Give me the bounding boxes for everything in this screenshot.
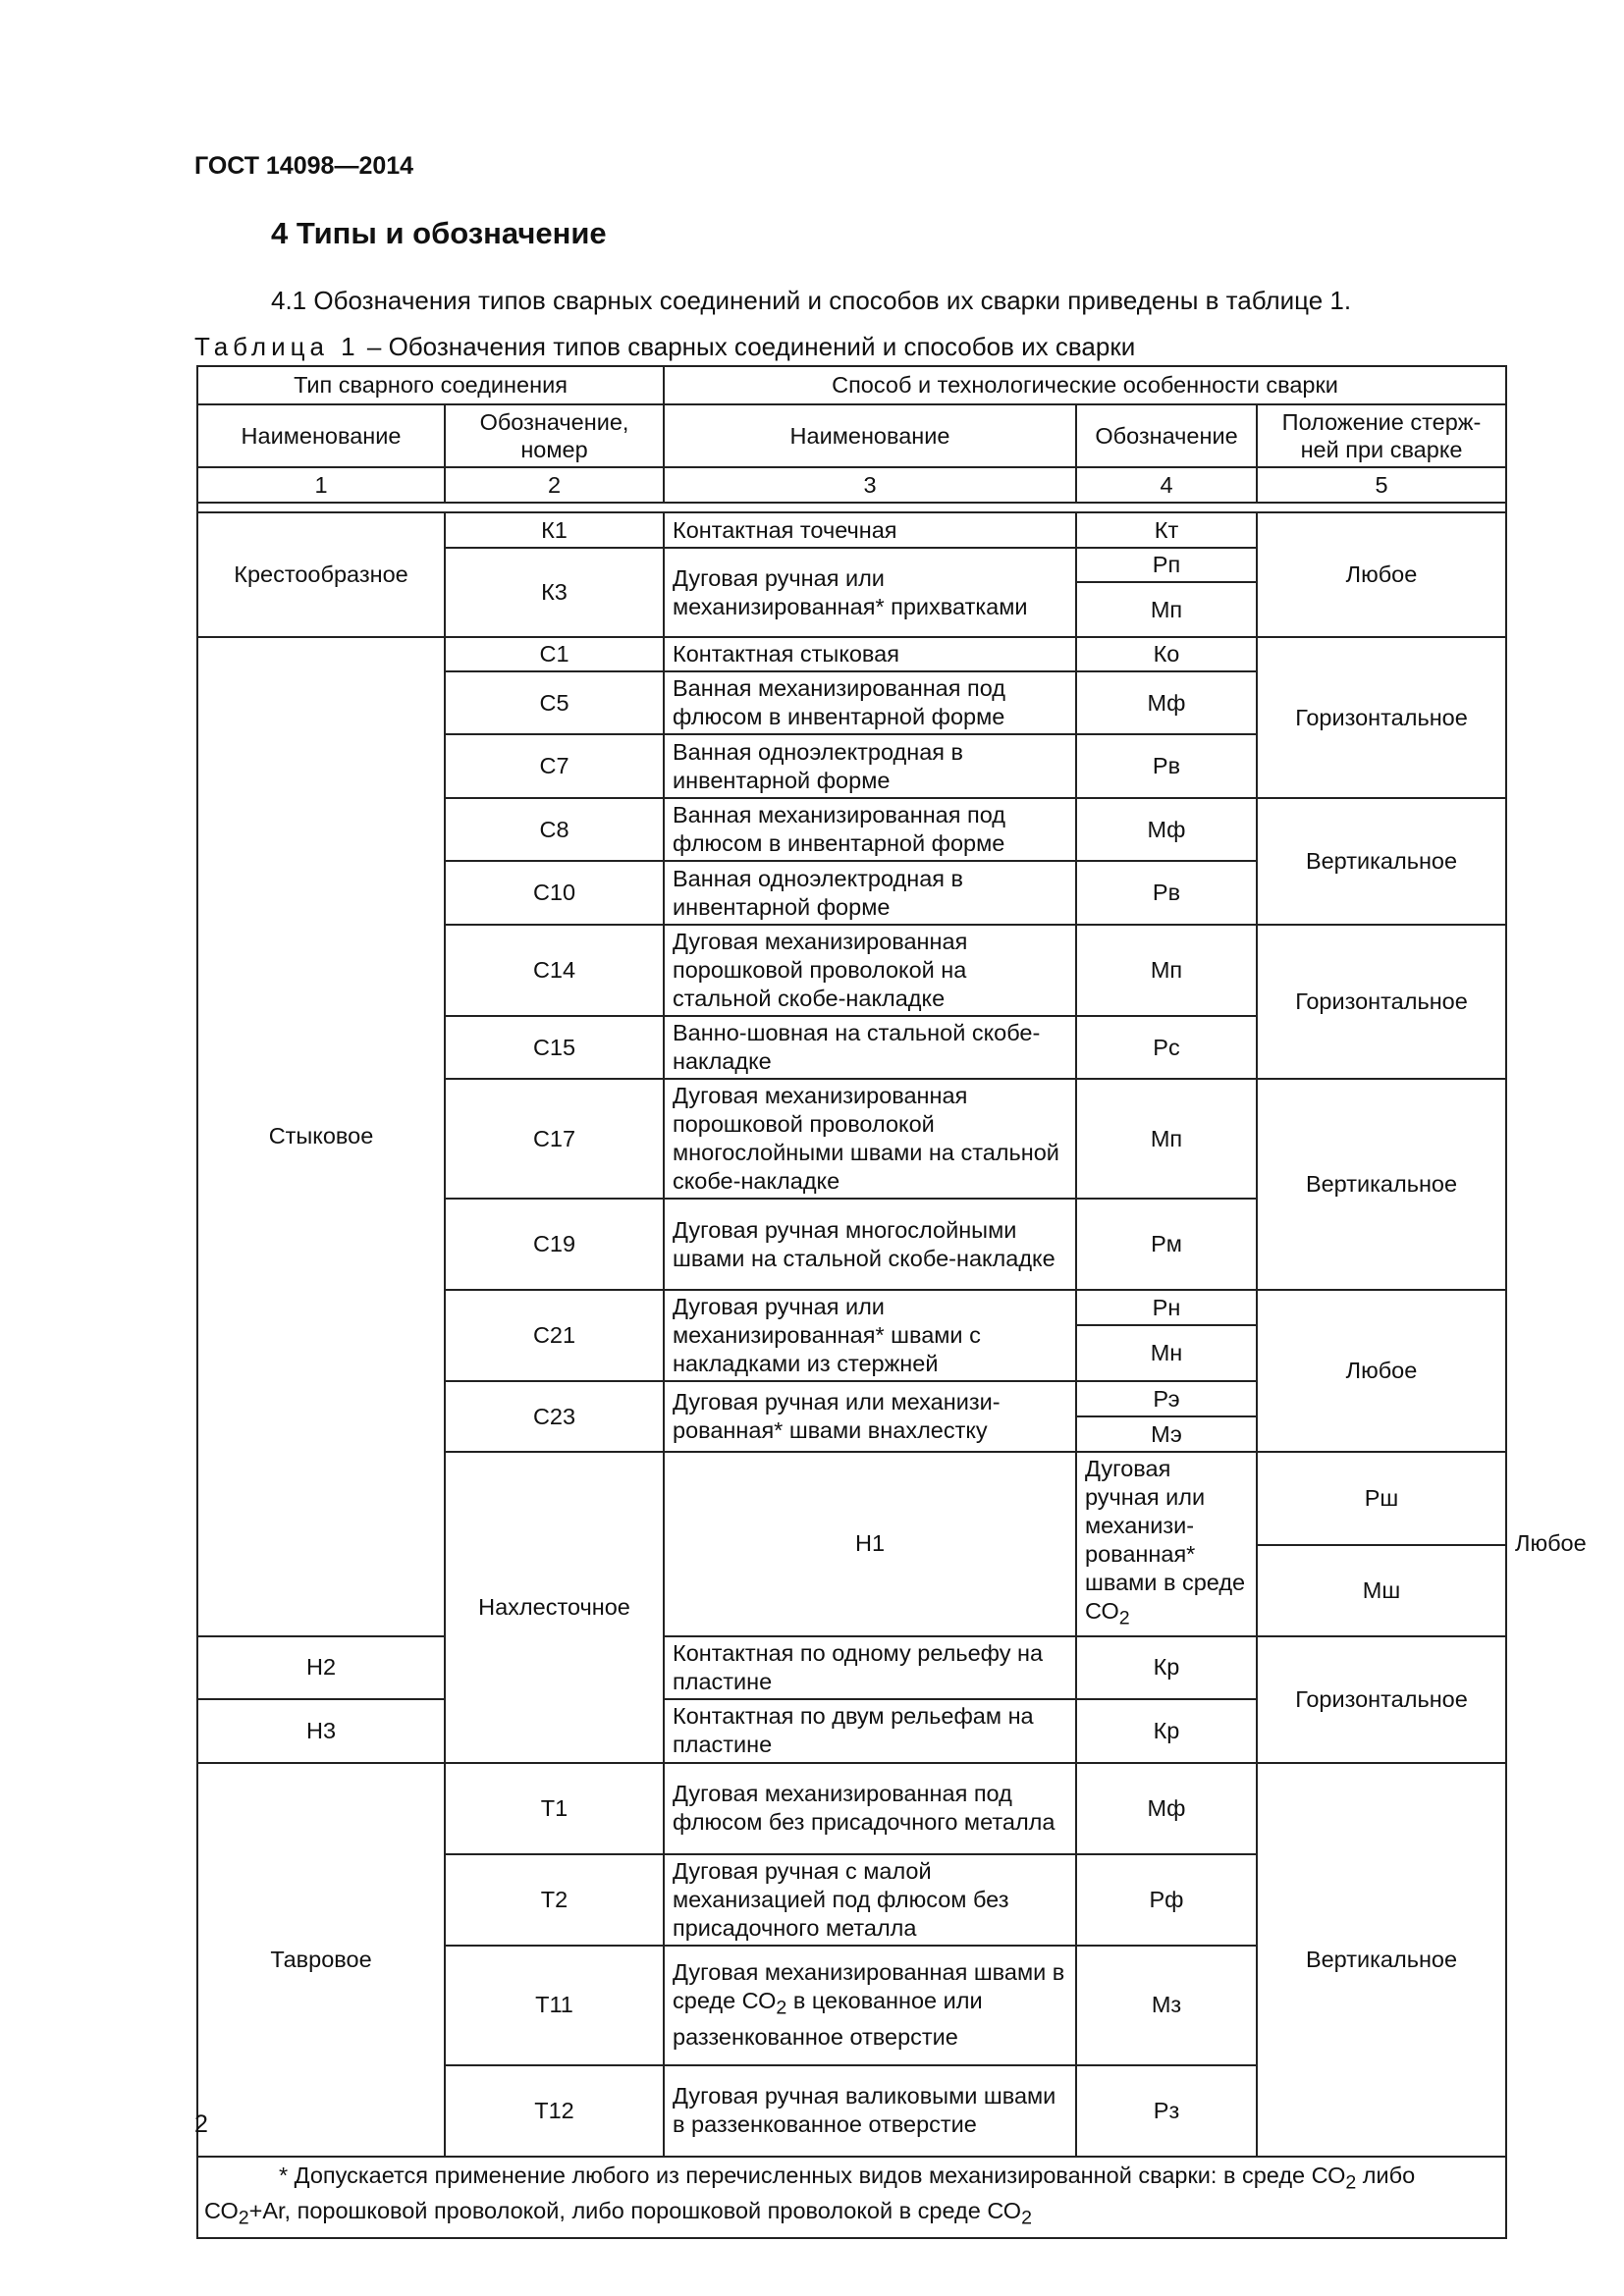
method-cell	[1076, 1452, 1257, 1636]
joint-number-cell: Т11	[445, 1946, 664, 2065]
col-number-3: 3	[664, 467, 1076, 503]
method-cell: Дуговая ручная или механизи-рованная* швами внахлестку	[664, 1381, 1076, 1452]
method-code-cell: Рш	[1257, 1452, 1506, 1545]
joint-type-cell: Крестообразное	[197, 512, 445, 637]
table-caption-label: Таблица 1	[194, 332, 360, 361]
joint-number-cell: Н1	[664, 1452, 1076, 1636]
intro-paragraph: 4.1 Обозначения типов сварных соединений и способов их сварки приведены в таблице 1.	[271, 286, 1352, 315]
method-code-cell: Рв	[1076, 734, 1257, 798]
table-row	[197, 637, 1506, 671]
method-code-cell: Мн	[1076, 1325, 1257, 1381]
method-cell: Ванная одноэлектродная в инвентарной форме	[664, 734, 1076, 798]
col-number-1: 1	[197, 467, 445, 503]
joint-number-cell: Н2	[197, 1636, 445, 1699]
position-cell: Горизонтальное	[1257, 637, 1506, 798]
position-cell: Вертикальное	[1257, 798, 1506, 925]
joint-number-cell: С23	[445, 1381, 664, 1452]
table-row	[197, 512, 1506, 548]
position-cell: Горизонтальное	[1257, 925, 1506, 1079]
joint-number-cell: С1	[445, 637, 664, 671]
joint-number-cell: С21	[445, 1290, 664, 1381]
footnote	[197, 2157, 1506, 2238]
designation-table	[196, 365, 1587, 2239]
col-number-2: 2	[445, 467, 664, 503]
table-caption	[194, 332, 1135, 362]
position-cell: Вертикальное	[1257, 1763, 1506, 2157]
method-cell: Дуговая ручная или механизированная* швами с накладками из стержней	[664, 1290, 1076, 1381]
joint-number-cell: С5	[445, 671, 664, 734]
subscript-2: 2	[238, 2208, 249, 2230]
method-code-cell: Мп	[1076, 925, 1257, 1016]
method-cell: Дуговая ручная или механизированная* прихватками	[664, 548, 1076, 637]
subscript-2: 2	[1021, 2208, 1032, 2230]
method-code-cell: Рм	[1076, 1199, 1257, 1290]
method-code-cell: Рв	[1076, 861, 1257, 925]
method-cell: Дуговая ручная с малой механизацией под флюсом без присадочного металла	[664, 1854, 1076, 1946]
table-row: Нахлесточное Н1 Дуговая ручная или механизи-рованная* швами в среде $СО_2$ Рш Любое	[197, 1452, 1506, 1545]
method-cell: Дуговая механизированная порошковой проволокой многослойными швами на стальной скобе-накладке	[664, 1079, 1076, 1199]
joint-number-cell: С10	[445, 861, 664, 925]
joint-number-cell: К3	[445, 548, 664, 637]
subscript-2: 2	[1118, 1607, 1130, 1629]
header-welding-method: Способ и технологические особенности сварки	[664, 366, 1506, 404]
method-code-cell: Кт	[1076, 512, 1257, 548]
joint-number-cell: Н3	[197, 1699, 445, 1763]
method-code-cell: Мз	[1076, 1946, 1257, 2065]
joint-number-cell: Т12	[445, 2065, 664, 2157]
table-header-group-row	[197, 366, 1506, 404]
method-code-cell: Мэ	[1076, 1416, 1257, 1452]
method-code-cell: Рс	[1076, 1016, 1257, 1079]
position-cell: Любое	[1257, 1290, 1506, 1452]
method-code-cell: Мф	[1076, 1763, 1257, 1854]
method-cell: Контактная стыковая	[664, 637, 1076, 671]
position-cell: Горизонтальное	[1257, 1636, 1506, 1763]
header-col-2: Обозначение, номер	[445, 404, 664, 467]
col-number-4: 4	[1076, 467, 1257, 503]
position-cell: Вертикальное	[1257, 1079, 1506, 1290]
method-code-cell: Мш	[1257, 1545, 1506, 1636]
method-code-cell: Мп	[1076, 582, 1257, 637]
method-code-cell: Мф	[1076, 798, 1257, 861]
joint-number-cell: С19	[445, 1199, 664, 1290]
table-separator	[197, 503, 1506, 512]
joint-number-cell: С17	[445, 1079, 664, 1199]
joint-type-cell: Стыковое	[197, 637, 445, 1636]
method-text: Дуговая ручная или механизи-рованная* швами в среде СО	[1085, 1456, 1246, 1624]
table-row	[197, 1636, 1506, 1699]
joint-number-cell: К1	[445, 512, 664, 548]
page-number: 2	[194, 2110, 208, 2138]
table-row	[197, 1763, 1506, 1854]
method-code-cell: Рн	[1076, 1290, 1257, 1325]
position-cell: Любое	[1257, 512, 1506, 637]
joint-type-cell: Тавровое	[197, 1763, 445, 2157]
method-code-cell: Рф	[1076, 1854, 1257, 1946]
method-code-cell: Рз	[1076, 2065, 1257, 2157]
method-cell: Контактная точечная	[664, 512, 1076, 548]
joint-type-cell: Нахлесточное	[445, 1452, 664, 1763]
method-code-cell: Рп	[1076, 548, 1257, 582]
col-number-5: 5	[1257, 467, 1506, 503]
method-cell: Ванная механизированная под флюсом в инвентарной форме	[664, 671, 1076, 734]
method-text: Дуговая механизированная швами в среде СО	[673, 1959, 1065, 2014]
header-col-5: Положение стерж-ней при сварке	[1257, 404, 1506, 467]
header-joint-type: Тип сварного соединения	[197, 366, 664, 404]
section-title: 4 Типы и обозначение	[271, 216, 607, 250]
subscript-2: 2	[776, 1998, 787, 2020]
method-code-cell: Мф	[1076, 671, 1257, 734]
method-cell: Дуговая ручная многослойными швами на стальной скобе-накладке	[664, 1199, 1076, 1290]
method-text-cont: в цекованное или раззенкованное отверстие	[673, 1988, 983, 2051]
method-cell: Контактная по одному рельефу на пластине	[664, 1636, 1076, 1699]
method-cell: Дуговая механизированная под флюсом без присадочного металла	[664, 1763, 1076, 1854]
table-caption-text: Обозначения типов сварных соединений и способов их сварки	[388, 332, 1136, 361]
method-cell: Дуговая механизированная порошковой проволокой на стальной скобе-накладке	[664, 925, 1076, 1016]
method-code-cell: Рэ	[1076, 1381, 1257, 1416]
method-cell: Ванно-шовная на стальной скобе-накладке	[664, 1016, 1076, 1079]
joint-number-cell: Т2	[445, 1854, 664, 1946]
column-numbers-row	[197, 467, 1506, 503]
footnote-text-c: +Ar, порошковой проволокой, либо порошковой проволокой в среде СО	[248, 2198, 1022, 2224]
header-col-1: Наименование	[197, 404, 445, 467]
header-col-3: Наименование	[664, 404, 1076, 467]
joint-number-cell: С15	[445, 1016, 664, 1079]
method-code-cell: Мп	[1076, 1079, 1257, 1199]
footnote-text-b: либо СО	[204, 2162, 1416, 2224]
footnote-text-a: * Допускается применение любого из перечисленных видов механизированной сварки: в среде СО	[279, 2162, 1346, 2188]
joint-number-cell: С8	[445, 798, 664, 861]
document-header: ГОСТ 14098—2014	[194, 152, 414, 180]
method-cell: Ванная одноэлектродная в инвентарной форме	[664, 861, 1076, 925]
joint-number-cell: С14	[445, 925, 664, 1016]
method-cell: Ванная механизированная под флюсом в инвентарной форме	[664, 798, 1076, 861]
table-caption-dash: –	[359, 332, 389, 361]
method-cell	[664, 1946, 1076, 2065]
joint-number-cell: Т1	[445, 1763, 664, 1854]
subscript-2: 2	[1345, 2171, 1357, 2194]
footnote-row	[197, 2157, 1506, 2238]
method-cell: Контактная по двум рельефам на пластине	[664, 1699, 1076, 1763]
joint-number-cell: С7	[445, 734, 664, 798]
method-code-cell: Кр	[1076, 1636, 1257, 1699]
table-header-row	[197, 404, 1506, 467]
method-code-cell: Кр	[1076, 1699, 1257, 1763]
header-col-4: Обозначение	[1076, 404, 1257, 467]
method-cell: Дуговая ручная валиковыми швами в раззенкованное отверстие	[664, 2065, 1076, 2157]
method-code-cell: Ко	[1076, 637, 1257, 671]
